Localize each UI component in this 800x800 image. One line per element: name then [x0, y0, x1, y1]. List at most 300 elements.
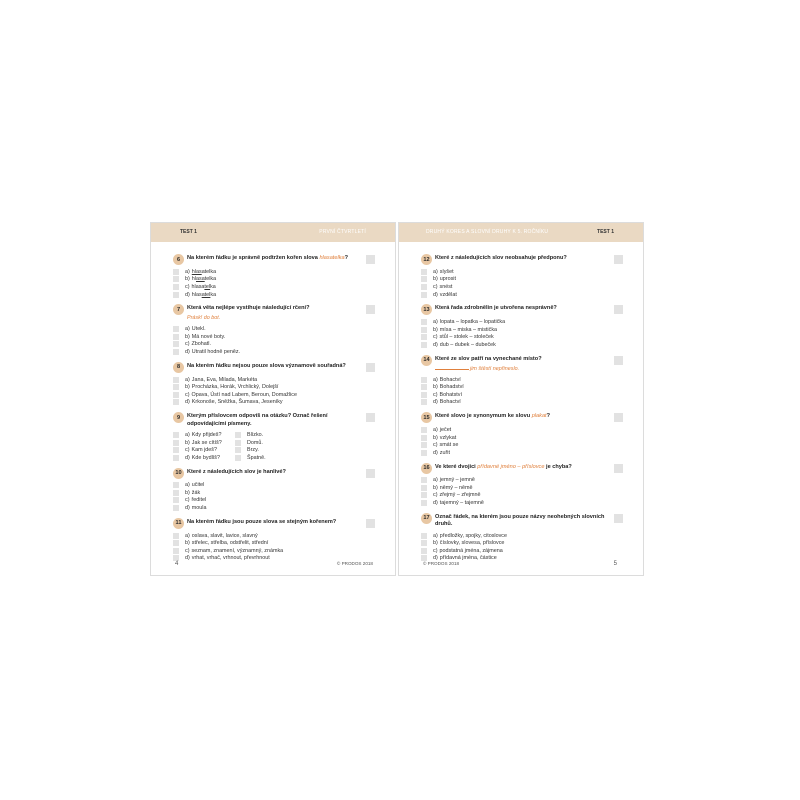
answer-checkbox[interactable] [235, 432, 241, 438]
answer-checkbox[interactable] [421, 540, 427, 546]
option-letter: d) [185, 399, 190, 406]
questions-column [173, 431, 235, 461]
question-number: 14 [421, 355, 432, 366]
question-text-part: ? [344, 255, 349, 261]
highlighted-word: hlasatelka [319, 255, 345, 261]
option-text: zřejmý – zřejmně [439, 492, 481, 499]
option-letter: d) [433, 555, 438, 562]
question-number: 17 [421, 513, 432, 524]
option-text: Brzy. [247, 447, 259, 454]
question-number: 16 [421, 463, 432, 474]
answer-box[interactable] [614, 255, 623, 264]
option-text: tajemný – tajemně [439, 500, 484, 507]
option-text-part: ka [210, 283, 216, 290]
question-head [173, 255, 375, 265]
page-header [151, 223, 395, 242]
option-text: Bohactví [439, 376, 461, 383]
option-letter: c) [433, 334, 438, 341]
answer-option [173, 333, 375, 341]
test-label: TEST 1 [180, 229, 197, 235]
left-page [150, 222, 396, 576]
answer-options [421, 376, 623, 406]
answer-option [173, 325, 375, 333]
question-6 [173, 255, 375, 298]
option-letter: b) [433, 484, 438, 491]
option-text: Kam jdeš? [191, 447, 217, 454]
answer-option [173, 497, 375, 505]
option-letter: a) [433, 268, 438, 275]
option-letter: a) [185, 376, 190, 383]
question-text: Označ řádek, na kterém jsou pouze názvy neohebných slovních druhů. [435, 513, 605, 528]
answer-checkbox[interactable] [173, 269, 179, 275]
option-letter: d) [433, 449, 438, 456]
blank-line [435, 369, 469, 370]
answer-option [421, 539, 623, 547]
answer-checkbox[interactable] [421, 450, 427, 456]
prompt-text: Prásk! do bot. [187, 315, 221, 322]
option-text: učitel [191, 482, 205, 489]
option-text: podstatná jména, zájmena [439, 547, 503, 554]
answer-option [173, 268, 375, 276]
page-number: 5 [613, 561, 617, 567]
option-text [192, 276, 216, 282]
question-text: Které z následujících slov je hanlivé? [187, 468, 286, 475]
answer-checkbox[interactable] [421, 377, 427, 383]
option-letter: a) [433, 532, 438, 539]
question-text-part: Které slovo je synonymum ke slovu [435, 413, 532, 420]
answer-options [173, 532, 375, 562]
answer-box[interactable] [614, 413, 623, 422]
question-number: 7 [173, 304, 184, 315]
answer-checkbox[interactable] [421, 269, 427, 275]
page-header [399, 223, 643, 242]
answer-option [173, 383, 375, 391]
option-text: Bohactví [439, 399, 461, 406]
answer-option [421, 391, 623, 399]
section-label: PRVNÍ ČTVRTLETÍ [319, 229, 366, 235]
answer-checkbox[interactable] [421, 384, 427, 390]
question-text-part: ? [546, 413, 551, 420]
option-letter: b) [185, 333, 190, 340]
question-text [435, 464, 623, 472]
answer-box[interactable] [366, 413, 375, 422]
answer-checkbox[interactable] [235, 447, 241, 453]
question-number: 9 [173, 412, 184, 423]
answer-option [421, 276, 623, 284]
option-text: Utekl. [191, 326, 206, 333]
answer-checkbox[interactable] [173, 384, 179, 390]
option-letter: d) [185, 505, 190, 512]
answer-option [421, 499, 623, 507]
question-text: Která řada zdrobnělin je utvořena nesprávně? [435, 305, 557, 312]
question-9 [173, 413, 375, 461]
answer-option [173, 454, 235, 462]
option-letter: a) [433, 426, 438, 433]
answer-option [173, 341, 375, 349]
option-text: němý – němě [439, 484, 473, 491]
option-text-part: ka [210, 291, 217, 298]
option-text: Kdy přijdeš? [191, 431, 222, 438]
option-text: žák [191, 489, 201, 496]
option-letter: c) [433, 283, 438, 290]
option-letter: b) [185, 439, 190, 446]
option-letter: a) [185, 482, 190, 489]
question-text-part: Na kterém řádku je správně podtržen kořen slova [187, 255, 320, 261]
answer-option [235, 454, 375, 462]
option-letter: c) [433, 492, 438, 499]
answer-checkbox[interactable] [173, 440, 179, 446]
option-text: Kde bydlíš? [191, 454, 220, 461]
answer-box[interactable] [366, 363, 375, 372]
answer-checkbox[interactable] [421, 342, 427, 348]
answer-checkbox[interactable] [235, 440, 241, 446]
answer-option [421, 283, 623, 291]
answer-option [421, 477, 623, 485]
question-text: Na kterém řádku jsou pouze slova se stejným kořenem? [187, 518, 337, 525]
question-head [173, 519, 375, 529]
answer-option [173, 283, 375, 291]
answer-option [421, 376, 623, 384]
question-number: 11 [173, 518, 184, 529]
answer-box[interactable] [366, 255, 375, 264]
option-letter: c) [433, 391, 438, 398]
option-text: číslovky, slovesa, příslovce [439, 540, 505, 547]
answer-checkbox[interactable] [421, 327, 427, 333]
option-text-part: telka [204, 276, 217, 283]
option-text [192, 284, 216, 290]
question-head [421, 356, 623, 366]
question-16 [421, 464, 623, 507]
option-letter: b) [433, 276, 438, 283]
option-text: Bohatství [439, 391, 462, 398]
answers-column [235, 431, 375, 461]
answer-checkbox[interactable] [173, 399, 179, 405]
answer-option [421, 426, 623, 434]
question-10 [173, 469, 375, 512]
right-page [398, 222, 644, 576]
question-number: 13 [421, 304, 432, 315]
answer-checkbox[interactable] [173, 377, 179, 383]
option-letter: a) [185, 532, 190, 539]
option-letter: c) [185, 283, 190, 290]
answer-option [173, 348, 375, 356]
option-letter: a) [185, 268, 190, 275]
option-text: Utratil hodně peněz. [191, 348, 241, 355]
answer-option [421, 318, 623, 326]
question-7 [173, 305, 375, 355]
answer-checkbox[interactable] [173, 505, 179, 511]
option-text: oslava, slavit, lavice, slavný [191, 532, 258, 539]
option-letter: d) [433, 291, 438, 298]
answer-option [421, 434, 623, 442]
option-text-part: hlasa [191, 283, 205, 290]
answer-option [421, 291, 623, 299]
answer-options [173, 482, 375, 512]
answer-option [421, 341, 623, 349]
answer-checkbox[interactable] [421, 399, 427, 405]
answer-option [173, 539, 375, 547]
answer-checkbox[interactable] [421, 442, 427, 448]
answer-checkbox[interactable] [421, 533, 427, 539]
answer-checkbox[interactable] [421, 334, 427, 340]
option-letter: b) [185, 384, 190, 391]
option-text: slyšet [439, 268, 454, 275]
option-text: Zbohatl. [191, 341, 211, 348]
answer-option [173, 446, 235, 454]
copyright: © PRODOS 2018 [336, 561, 373, 566]
question-text: Na kterém řádku nejsou pouze slova významově souřadná? [187, 362, 346, 369]
option-text: střelec, střelba, odstřelit, střední [191, 540, 269, 547]
answer-box[interactable] [366, 469, 375, 478]
answer-checkbox[interactable] [173, 548, 179, 554]
answer-checkbox[interactable] [173, 455, 179, 461]
answer-option [173, 399, 375, 407]
question-prompt [187, 315, 375, 322]
answer-option [173, 291, 375, 299]
option-text: přídavná jména, částice [439, 555, 497, 562]
option-letter: d) [185, 348, 190, 355]
option-text [192, 269, 216, 275]
answer-option [421, 492, 623, 500]
answer-option [421, 334, 623, 342]
underlined-root: asa [196, 276, 205, 283]
option-letter: a) [433, 319, 438, 326]
answer-options [421, 318, 623, 348]
answer-option [421, 441, 623, 449]
option-letter: d) [433, 500, 438, 507]
answer-box[interactable] [366, 519, 375, 528]
option-letter: d) [185, 454, 190, 461]
option-text: Procházka, Horák, Vrchlický, Dolejší [191, 384, 279, 391]
answer-checkbox[interactable] [421, 500, 427, 506]
answer-options [173, 376, 375, 406]
underlined-root: hlas [191, 268, 202, 275]
answer-checkbox[interactable] [173, 276, 179, 282]
answer-box[interactable] [614, 464, 623, 473]
option-text: Domů. [247, 439, 263, 446]
option-text: lopata – lopatka – lopatička [439, 319, 506, 326]
question-13 [421, 305, 623, 348]
underlined-root: atel [201, 291, 211, 298]
prompt-text: jim štěstí nepřineslo. [470, 365, 520, 372]
option-text: zuřit [439, 449, 450, 456]
option-letter: b) [185, 489, 190, 496]
answer-checkbox[interactable] [421, 392, 427, 398]
answer-box[interactable] [614, 514, 623, 523]
question-head [421, 464, 623, 474]
question-head [173, 363, 375, 373]
answer-checkbox[interactable] [173, 349, 179, 355]
question-head [173, 413, 375, 428]
answer-checkbox[interactable] [173, 540, 179, 546]
answer-option [173, 276, 375, 284]
question-text: Které z následujících slov neobsahuje předponu? [435, 255, 567, 261]
answer-option [173, 489, 375, 497]
option-text: stůl – stolek – stoleček [439, 334, 494, 341]
matching-columns [173, 431, 375, 461]
answer-options [421, 532, 623, 562]
option-text-part: atelka [201, 268, 217, 275]
answer-checkbox[interactable] [421, 492, 427, 498]
answer-checkbox[interactable] [173, 392, 179, 398]
question-number: 15 [421, 412, 432, 423]
question-text [187, 255, 375, 263]
question-list [421, 255, 623, 569]
question-text [435, 413, 623, 421]
option-text: uprosit [439, 276, 456, 283]
answer-options [173, 268, 375, 298]
answer-checkbox[interactable] [173, 432, 179, 438]
option-text-part: hlas [191, 291, 202, 298]
option-text: jemný – jemně [439, 477, 475, 484]
highlighted-word: plakat [531, 413, 547, 420]
answer-checkbox[interactable] [421, 548, 427, 554]
option-text: dub – dubek – dubeček [439, 341, 496, 348]
answer-checkbox[interactable] [173, 284, 179, 290]
question-head [421, 305, 623, 315]
answer-checkbox[interactable] [421, 284, 427, 290]
option-letter: d) [433, 341, 438, 348]
answer-checkbox[interactable] [173, 482, 179, 488]
question-text: Která věta nejlépe vystihuje následující rčení? [187, 305, 310, 312]
option-letter: b) [433, 384, 438, 391]
option-text: ředitel [191, 497, 207, 504]
option-letter: d) [185, 555, 190, 562]
answer-option [173, 504, 375, 512]
answer-option [173, 431, 235, 439]
question-8 [173, 363, 375, 406]
option-text: Špatně. [247, 454, 266, 461]
answer-checkbox[interactable] [173, 447, 179, 453]
option-text: vzlykat [439, 434, 457, 441]
question-number: 10 [173, 468, 184, 479]
question-11 [173, 519, 375, 562]
answer-checkbox[interactable] [421, 292, 427, 298]
answer-checkbox[interactable] [421, 485, 427, 491]
question-prompt [435, 366, 623, 373]
question-list [173, 255, 375, 569]
option-text: moula [191, 505, 207, 512]
answer-option [173, 532, 375, 540]
option-letter: d) [185, 291, 190, 298]
answer-checkbox[interactable] [173, 341, 179, 347]
answer-box[interactable] [614, 356, 623, 365]
option-text: Jak se cítíš? [191, 439, 222, 446]
option-text: Krkonoše, Sněžka, Šumava, Jeseníky [191, 399, 283, 406]
question-head [421, 255, 623, 265]
option-letter: c) [433, 442, 438, 449]
answer-checkbox[interactable] [421, 276, 427, 282]
answer-option [421, 484, 623, 492]
answer-checkbox[interactable] [421, 427, 427, 433]
answer-option [173, 376, 375, 384]
question-number: 12 [421, 254, 432, 265]
test-label: TEST 1 [597, 229, 614, 235]
answer-checkbox[interactable] [421, 319, 427, 325]
option-text: vrhat, vrhač, vrhnout, převrhnout [191, 555, 270, 562]
answer-option [173, 391, 375, 399]
section-label: DRUHÝ KORES A SLOVNÍ DRUHY K 5. ROČNÍKU [426, 229, 549, 235]
question-12 [421, 255, 623, 298]
answer-option [421, 532, 623, 540]
question-15 [421, 413, 623, 456]
answer-option [421, 399, 623, 407]
answer-checkbox[interactable] [173, 490, 179, 496]
option-text: Jana, Eva, Milada, Markéta [191, 376, 258, 383]
answer-option [421, 449, 623, 457]
option-text: vzdělat [439, 291, 457, 298]
option-letter: c) [433, 547, 438, 554]
option-text: ječet [439, 426, 452, 433]
answer-option [173, 547, 375, 555]
question-text-part: je chyba? [544, 463, 572, 470]
answer-option [421, 383, 623, 391]
answer-options [421, 477, 623, 507]
answer-option [421, 326, 623, 334]
question-14 [421, 356, 623, 406]
answer-checkbox[interactable] [173, 533, 179, 539]
option-letter: c) [185, 341, 190, 348]
option-text: smát se [439, 442, 459, 449]
option-letter: c) [185, 391, 190, 398]
option-letter: a) [433, 477, 438, 484]
answer-box[interactable] [366, 305, 375, 314]
option-letter: c) [185, 447, 190, 454]
answer-options [173, 325, 375, 355]
question-head [421, 413, 623, 423]
answer-checkbox[interactable] [421, 435, 427, 441]
option-letter: b) [185, 276, 190, 283]
option-letter: d) [433, 399, 438, 406]
answer-options [421, 426, 623, 456]
option-letter: c) [185, 497, 190, 504]
option-text: seznam, znamení, významný, známka [191, 547, 284, 554]
answer-checkbox[interactable] [421, 477, 427, 483]
answer-checkbox[interactable] [173, 497, 179, 503]
option-letter: c) [185, 547, 190, 554]
answer-option [235, 431, 375, 439]
answer-checkbox[interactable] [235, 455, 241, 461]
page-number: 4 [175, 561, 179, 567]
question-head [173, 469, 375, 479]
answer-box[interactable] [614, 305, 623, 314]
question-text-part: Ve které dvojici [435, 463, 478, 470]
answer-checkbox[interactable] [173, 334, 179, 340]
question-head [421, 514, 623, 529]
option-text: Blízko. [247, 431, 264, 438]
option-letter: b) [185, 540, 190, 547]
question-17 [421, 514, 623, 562]
underlined-root: tel [204, 283, 211, 290]
answer-option [421, 547, 623, 555]
answer-option [235, 446, 375, 454]
answer-option [173, 482, 375, 490]
option-letter: a) [185, 326, 190, 333]
answer-option [235, 439, 375, 447]
option-letter: a) [185, 431, 190, 438]
question-text: Kterým příslovcem odpovíš na otázku? Označ řešení odpovídajícími písmeny. [187, 413, 328, 427]
question-head [173, 305, 375, 315]
question-text: Které ze slov patří na vynechané místo? [435, 355, 542, 362]
option-text: Bohadství [439, 384, 464, 391]
answer-checkbox[interactable] [173, 326, 179, 332]
option-letter: a) [433, 376, 438, 383]
answer-options [421, 268, 623, 298]
option-letter: b) [433, 434, 438, 441]
option-letter: b) [433, 326, 438, 333]
option-text [192, 292, 216, 298]
answer-checkbox[interactable] [173, 292, 179, 298]
